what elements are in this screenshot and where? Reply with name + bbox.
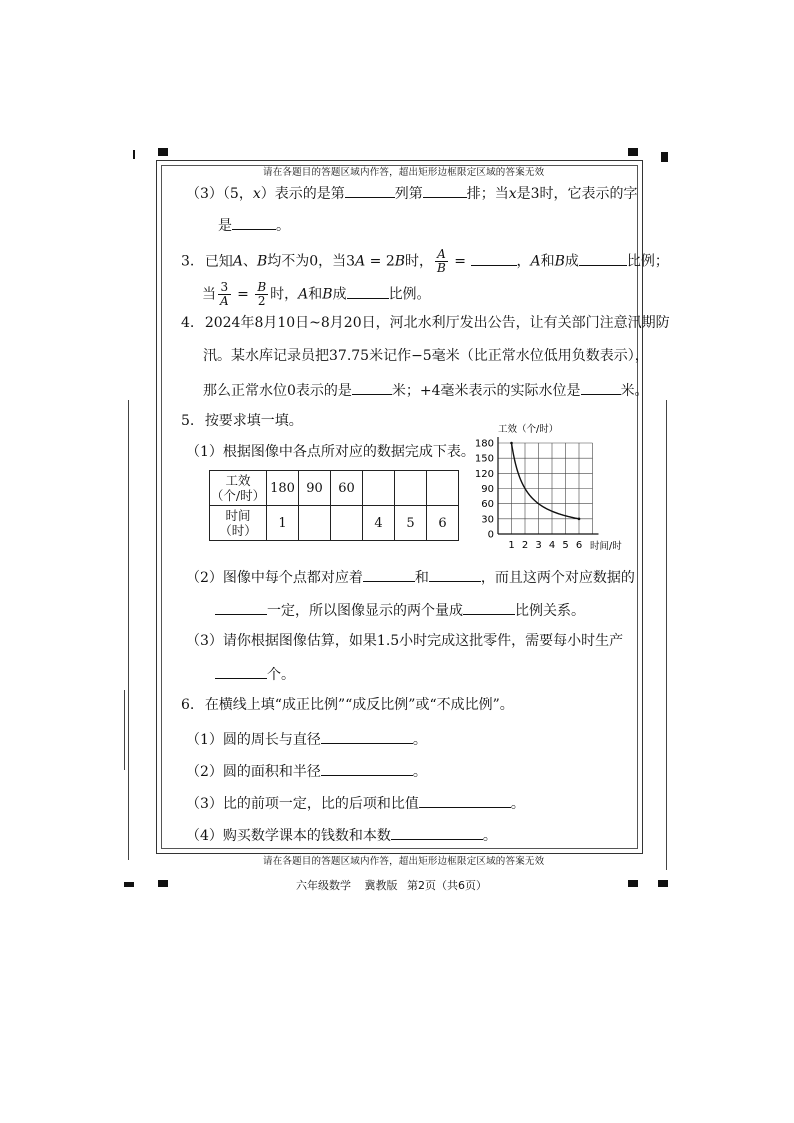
answer-blank[interactable] [579,251,627,266]
table-cell: 1 [267,506,299,541]
answer-blank[interactable] [345,183,395,198]
question-number: 5. [181,413,195,429]
table-cell: 60 [331,471,363,506]
table-cell: 180 [267,471,299,506]
registration-mark-top-right [628,148,638,156]
fraction-3-over-a: $\frac{3}{A}$ [220,280,229,308]
y-tick-label: 90 [481,484,494,495]
fraction-a-over-b: $\frac{A}{B}$ [437,247,446,275]
x-tick-label: 5 [562,540,569,551]
registration-mark-far-right [661,152,668,162]
table-cell-blank[interactable] [427,471,459,506]
y-tick-label: 0 [487,529,494,541]
q5-part1: （1）根据图像中各点所对应的数据完成下表。 [186,444,475,460]
table-cell-blank[interactable] [395,471,427,506]
q5-part3-line1: （3）请你根据图像估算，如果1.5小时完成这批零件，需要每小时生产 [186,633,624,649]
answer-blank[interactable] [581,380,621,395]
x-tick-label: 4 [548,540,556,551]
q4-line2: 汛。某水库记录员把37.75米记作−5毫米（比正常水位低用负数表示）， [203,348,649,364]
fraction-b-over-2: $\frac{B}{2}$ [257,280,267,308]
q2-part3-line2: 是 。 [218,215,290,235]
answer-blank[interactable] [429,567,481,582]
y-tick-label: 60 [481,499,494,511]
q4-line1: 4. 2024年8月10日~8月20日，河北水利厅发出公告，让有关部门注意汛期防 [181,315,670,331]
footer-edition: 冀教版 [364,879,398,892]
x-tick-label: 2 [521,540,529,551]
answer-blank[interactable] [423,183,467,198]
q6-item-3: （3）比的前项一定，比的后项和比值 。 [186,793,525,813]
registration-mark-left-small [133,150,135,159]
q3-line2: 当 $\frac{3}{A}$ = $\frac{B}{2}$ 时，A和B成 比例。 [202,280,431,308]
q5-title: 5. 按要求填一填。 [181,413,303,429]
table-cell-blank[interactable] [363,471,395,506]
answer-blank[interactable] [363,567,415,582]
y-tick-label: 30 [481,514,494,526]
left-binding-line [128,400,129,860]
registration-mark-bottom-far-left [124,882,134,887]
q2-part3-line1: （3）（5，x）表示的是第 列第 排；当x是3时，它表示的字 [186,183,638,203]
efficiency-time-chart [458,420,638,555]
footer-grade: 六年级数学 [296,879,351,892]
footer-notice: 请在各题目的答题区域内作答，超出矩形边框限定区域的答案无效 [263,856,545,867]
x-tick-label: 1 [508,540,515,551]
table-cell: 6 [427,506,459,541]
question-number: 4. [181,315,195,331]
answer-blank[interactable] [419,793,511,808]
chart-series-line [512,443,580,519]
q5-part3-line2: 个。 [215,664,295,684]
registration-mark-bottom-right [628,880,638,887]
y-tick-label: 120 [474,468,494,480]
q6-title: 6. 在横线上填“成正比例”“成反比例”或“不成比例”。 [181,697,514,713]
table-header-time: 时间 （时） [210,506,267,541]
q6-item-1: （1）圆的周长与直径 。 [186,729,427,749]
table-cell: 4 [363,506,395,541]
answer-blank[interactable] [391,825,483,840]
y-tick-label: 180 [474,438,494,450]
left-binding-line-inner [124,690,125,770]
x-tick-label: 6 [575,540,583,551]
table-cell: 90 [299,471,331,506]
q6-item-4: （4）购买数学课本的钱数和本数 。 [186,825,497,845]
table-row [210,471,459,506]
question-number: 3. [181,253,195,270]
q5-part2-line1: （2）图像中每个点都对应着 和 ，而且这两个对应数据的 [186,567,635,587]
answer-blank[interactable] [347,284,389,299]
table-row [210,506,459,541]
answer-blank[interactable] [215,600,267,615]
chart-y-axis-label: 工效（个/时） [498,424,559,435]
table-cell-blank[interactable] [299,506,331,541]
chart-x-axis-label: 时间/时 [590,541,622,552]
page-footer [296,877,487,893]
header-notice: 请在各题目的答题区域内作答，超出矩形边框限定区域的答案无效 [263,167,545,178]
y-tick-label: 150 [474,453,494,465]
table-cell: 5 [395,506,427,541]
answer-blank[interactable] [215,664,267,679]
q5-part2-line2: 一定，所以图像显示的两个量成 比例关系。 [215,600,585,620]
efficiency-time-table [209,470,459,541]
registration-mark-bottom-far-right [658,880,668,887]
footer-page: 第2页（共6页） [407,879,487,892]
registration-mark-bottom-left [158,880,168,887]
q3-line1: 3. 已知A、B均不为0，当3A = 2B时， $\frac{A}{B}$ = ，A和B成 比例； [181,247,669,275]
q6-item-2: （2）圆的面积和半径 。 [186,761,427,781]
chart-grid [498,443,593,534]
answer-blank[interactable] [352,380,392,395]
q4-line3: 那么正常水位0表示的是 米；+4毫米表示的实际水位是 米。 [203,380,649,400]
registration-mark-top-left [158,148,168,156]
right-binding-line [666,400,667,870]
answer-blank[interactable] [471,251,517,266]
table-header-efficiency: 工效 （个/时） [210,471,267,506]
answer-blank[interactable] [232,215,276,230]
x-tick-label: 3 [535,540,542,551]
answer-blank[interactable] [463,600,515,615]
table-cell-blank[interactable] [331,506,363,541]
question-number: 6. [181,697,195,713]
answer-blank[interactable] [321,729,413,744]
answer-blank[interactable] [321,761,413,776]
